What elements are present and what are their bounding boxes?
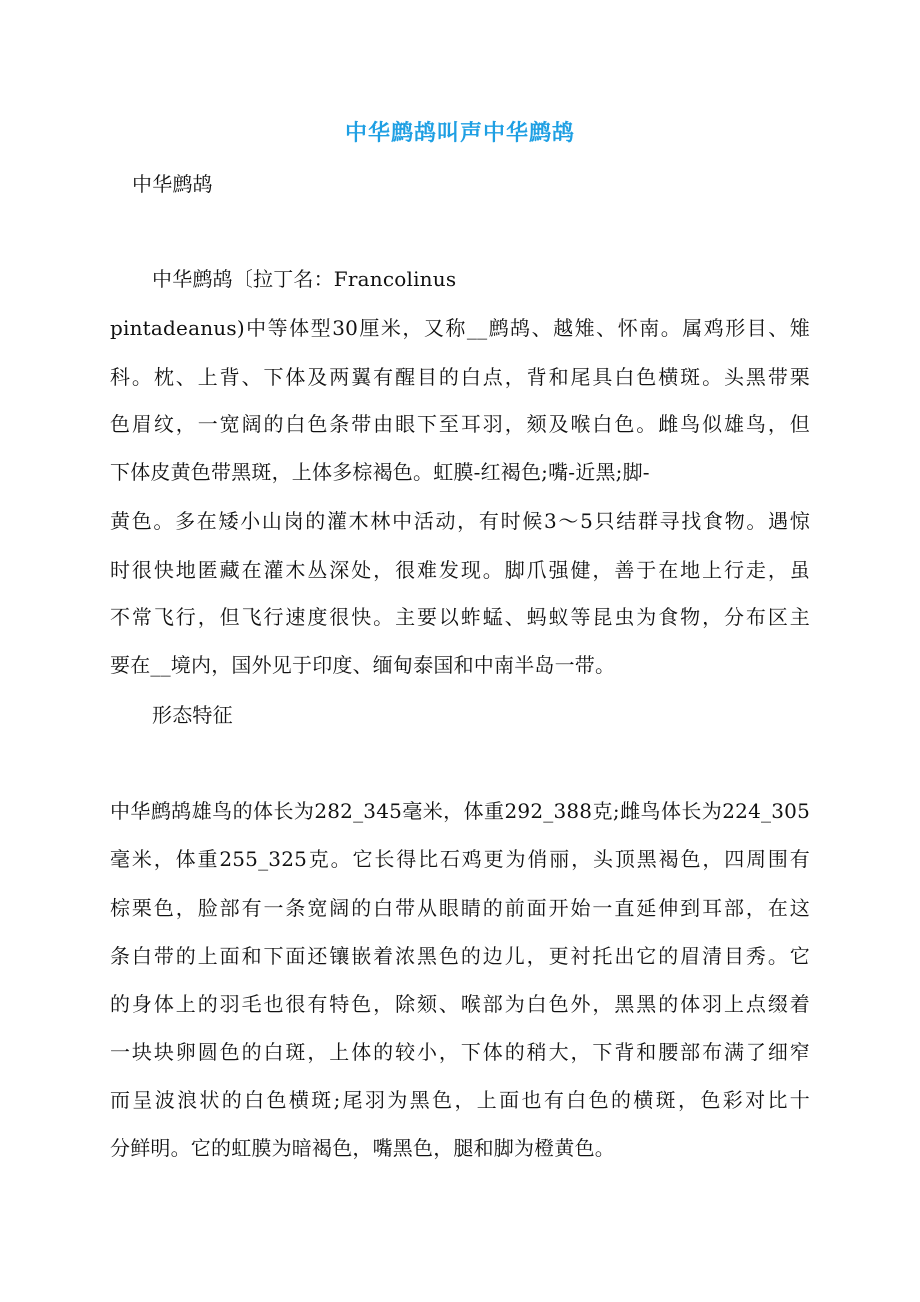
intro-line-3: 科。枕、上背、下体及两翼有醒目的白点，背和尾具白色横斑。头黑带栗	[110, 365, 810, 389]
intro-line-5: 下体皮黄色带黑斑，上体多棕褐色。虹膜-红褐色;嘴-近黑;脚-	[110, 460, 650, 484]
intro-line-8: 不常飞行，但飞行速度很快。主要以蚱蜢、蚂蚁等昆虫为食物，分布区主	[110, 605, 810, 629]
morphology-line-6: 一块块卵圆色的白斑，上体的较小，下体的稍大，下背和腰部布满了细窄	[110, 1040, 810, 1064]
morphology-line-2: 毫米，体重255_325克。它长得比石鸡更为俏丽，头顶黑褐色，四周围有	[110, 847, 810, 871]
intro-line-7: 时很快地匿藏在灌木丛深处，很难发现。脚爪强健，善于在地上行走，虽	[110, 558, 810, 582]
subtitle: 中华鹧鸪	[132, 172, 213, 196]
morphology-line-4: 条白带的上面和下面还镶嵌着浓黑色的边儿，更衬托出它的眉清目秀。它	[110, 944, 810, 968]
morphology-line-5: 的身体上的羽毛也很有特色，除颏、喉部为白色外，黑黑的体羽上点缀着	[110, 992, 810, 1016]
morphology-line-7: 而呈波浪状的白色横斑;尾羽为黑色，上面也有白色的横斑，色彩对比十	[110, 1088, 810, 1112]
morphology-line-8: 分鲜明。它的虹膜为暗褐色，嘴黑色，腿和脚为橙黄色。	[110, 1136, 615, 1160]
morphology-line-1: 中华鹧鸪雄鸟的体长为282_345毫米，体重292_388克;雌鸟体长为224_305	[110, 799, 810, 823]
intro-line-9: 要在__境内，国外见于印度、缅甸泰国和中南半岛一带。	[110, 653, 616, 677]
intro-line-2: pintadeanus)中等体型30厘米，又称__鹧鸪、越雉、怀南。属鸡形目、雉	[110, 316, 810, 340]
intro-line-1: 中华鹧鸪〔拉丁名：Francolinus	[152, 267, 457, 291]
intro-line-6: 黄色。多在矮小山岗的灌木林中活动，有时候3～5只结群寻找食物。遇惊	[110, 509, 810, 533]
page-title: 中华鹧鸪叫声中华鹧鸪	[344, 120, 575, 146]
intro-line-4: 色眉纹，一宽阔的白色条带由眼下至耳羽，颏及喉白色。雌鸟似雄鸟，但	[110, 412, 810, 436]
section-heading: 形态特征	[152, 703, 233, 727]
morphology-line-3: 棕栗色，脸部有一条宽阔的白带从眼睛的前面开始一直延伸到耳部，在这	[110, 896, 810, 920]
